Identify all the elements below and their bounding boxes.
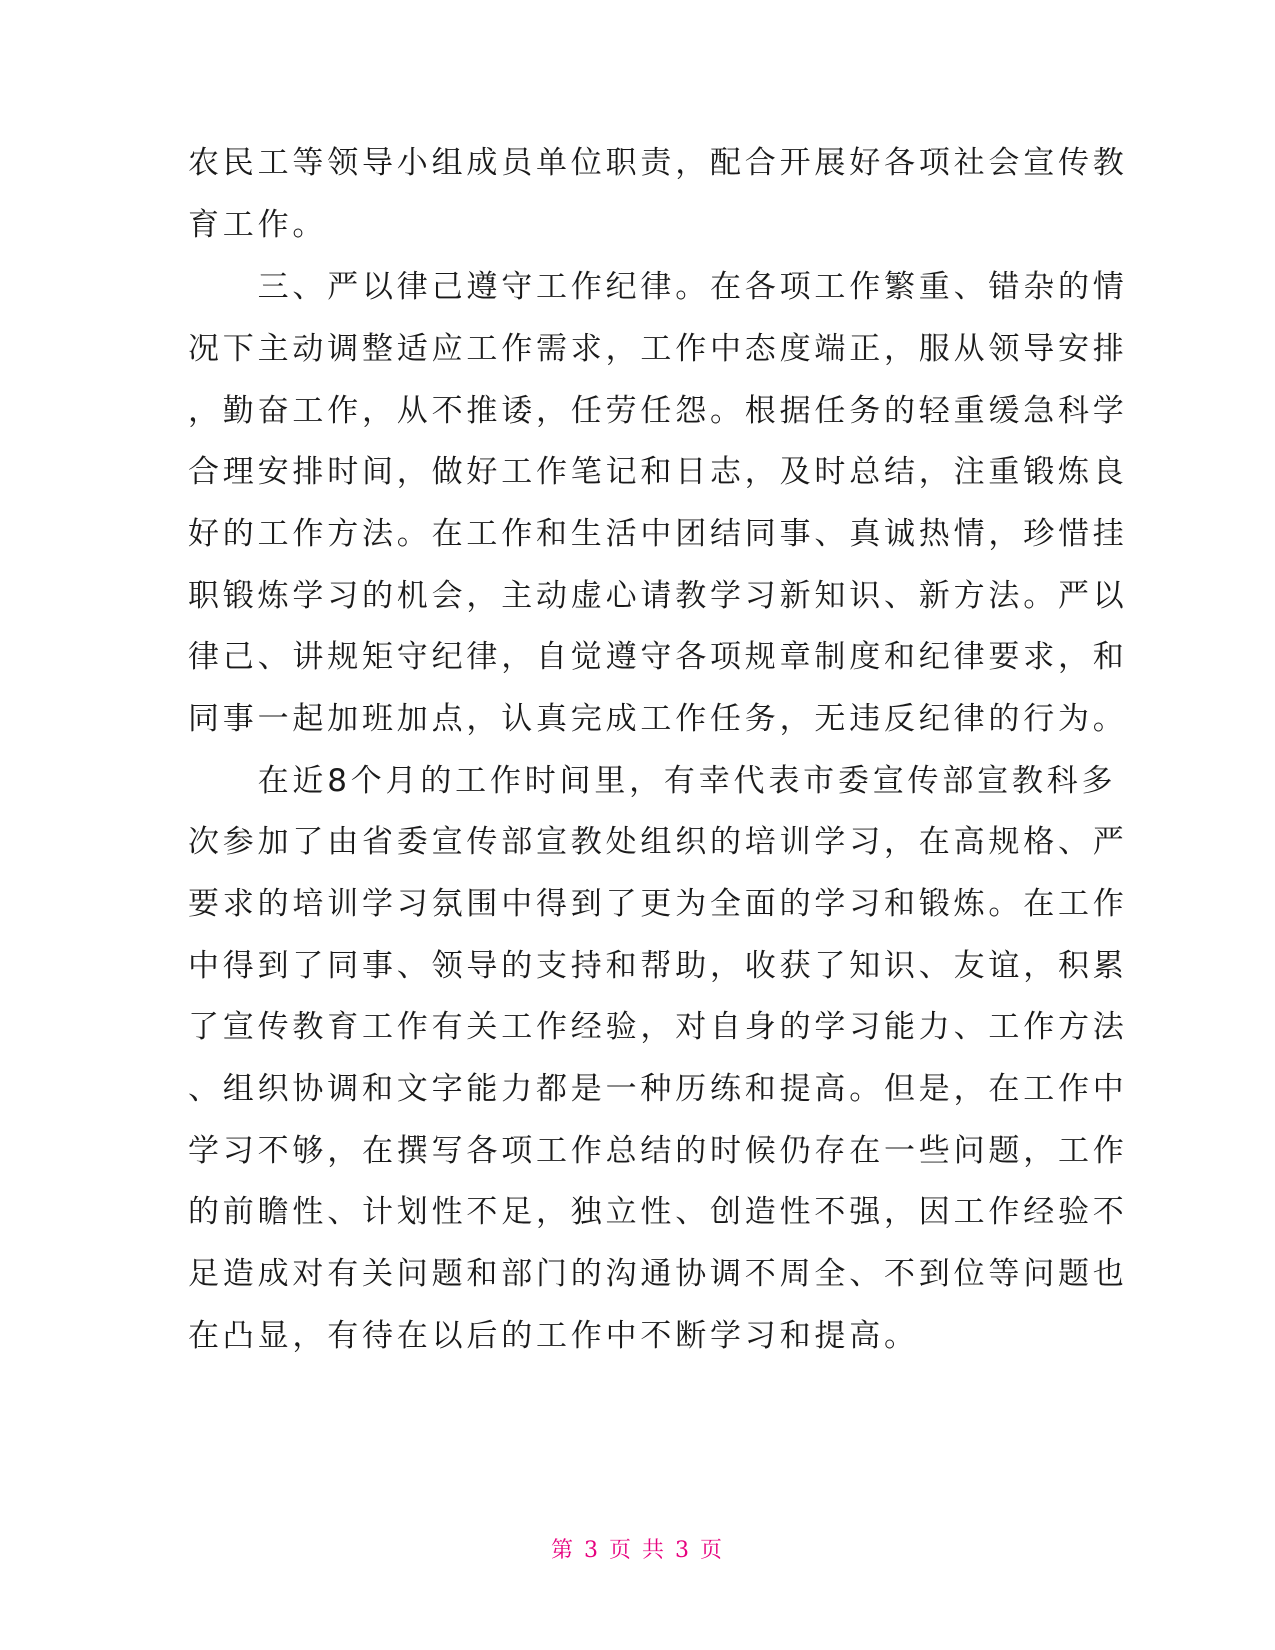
page-number-footer: 第 3 页 共 3 页 (551, 1538, 724, 1563)
text-line: 、组织协调和文字能力都是一种历练和提高。但是，在工作中 (188, 1071, 1128, 1107)
text-line: 同事一起加班加点，认真完成工作任务，无违反纪律的行为。 (188, 701, 1128, 737)
text-line: 好的工作方法。在工作和生活中团结同事、真诚热情，珍惜挂 (188, 516, 1128, 552)
text-line: 足造成对有关问题和部门的沟通协调不周全、不到位等问题也 (188, 1256, 1128, 1292)
text-line: 的前瞻性、计划性不足，独立性、创造性不强，因工作经验不 (188, 1194, 1128, 1230)
text-line: 合理安排时间，做好工作笔记和日志，及时总结，注重锻炼良 (188, 454, 1128, 490)
text-line: 育工作。 (188, 207, 328, 243)
text-line: 农民工等领导小组成员单位职责，配合开展好各项社会宣传教 (188, 145, 1128, 181)
text-line: 学习不够，在撰写各项工作总结的时候仍存在一些问题，工作 (188, 1133, 1128, 1169)
text-line: 在近8个月的工作时间里，有幸代表市委宣传部宣教科多 (188, 763, 1117, 799)
text-line: 次参加了由省委宣传部宣教处组织的培训学习，在高规格、严 (188, 824, 1128, 860)
text-line: 职锻炼学习的机会，主动虚心请教学习新知识、新方法。严以 (188, 578, 1128, 614)
text-line: ，勤奋工作，从不推诿，任劳任怨。根据任务的轻重缓急科学 (188, 393, 1128, 429)
text-line: 要求的培训学习氛围中得到了更为全面的学习和锻炼。在工作 (188, 886, 1128, 922)
text-line: 律己、讲规矩守纪律，自觉遵守各项规章制度和纪律要求，和 (188, 639, 1128, 675)
text-line: 在凸显，有待在以后的工作中不断学习和提高。 (188, 1318, 919, 1354)
text-line: 了宣传教育工作有关工作经验，对自身的学习能力、工作方法 (188, 1009, 1128, 1045)
text-line: 三、严以律己遵守工作纪律。在各项工作繁重、错杂的情 (188, 269, 1128, 305)
text-line: 况下主动调整适应工作需求，工作中态度端正，服从领导安排 (188, 331, 1128, 367)
text-line: 中得到了同事、领导的支持和帮助，收获了知识、友谊，积累 (188, 948, 1128, 984)
